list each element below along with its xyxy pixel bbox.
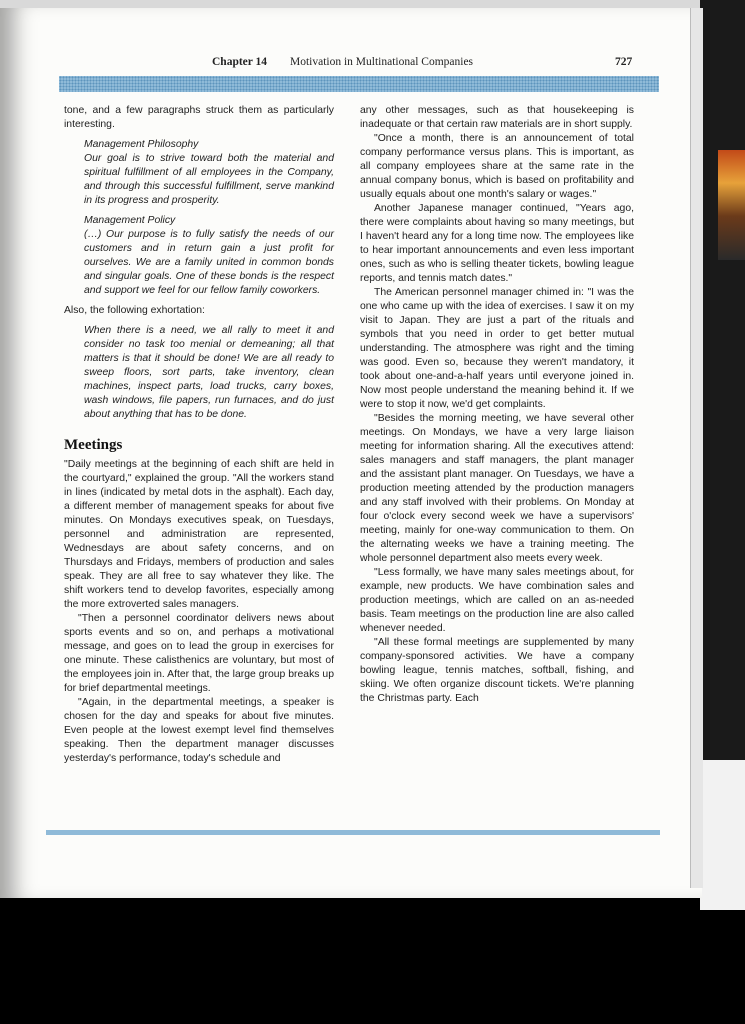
right-paragraph-1: any other messages, such as that housekeeping is inadequate or that certain raw materials are in short supply. — [360, 105, 634, 130]
running-header — [60, 56, 640, 72]
adjacent-page-edge — [700, 760, 745, 910]
chapter-label: Chapter 14 — [212, 56, 268, 68]
policy-text: (…) Our purpose is to fully satisfy the needs of our customers and in return gain a just profit for ourselves. We are a family united in common bonds and singular goals. One of these bonds is the respect and support we feel for our fellow family coworkers. — [84, 229, 334, 296]
meetings-paragraph-1: "Daily meetings at the beginning of each shift are held in the courtyard," explained the group. "All the workers stand in lines (indicated by metal dots in the asphalt). Each day, a different member of management speaks for about five minutes. On Mondays executives speak, on Tuesdays, personnel and administration are represented, Wednesdays are about safety concerns, and on Thursdays and Fridays, members of production and sales speak. They are all free to say whatever they like. The shift workers tend to develop favorites, especially among the more extroverted sales managers. — [64, 459, 334, 610]
adjacent-page-photo — [718, 150, 745, 260]
philosophy-text: Our goal is to strive toward both the material and spiritual fulfillment of all employees in the Company, and through this successful fulfillment, serve mankind in its progress and prosperity. — [84, 153, 334, 206]
philosophy-heading: Management Philosophy — [84, 139, 199, 150]
philosophy-block — [84, 138, 334, 208]
footer-rule — [46, 830, 660, 835]
meetings-paragraph-2: "Then a personnel coordinator delivers news about sports events and so on, and perhaps a motivational message, and goes on to lead the group in exercises for one minute. These calisthenics are voluntary, but most of the employees join in. After that, the large group breaks up for brief departmental meetings. — [64, 613, 334, 694]
right-column — [360, 104, 634, 706]
page-number: 727 — [615, 56, 633, 68]
header-rule — [59, 76, 659, 92]
right-paragraph-5: "Besides the morning meeting, we have several other meetings. On Mondays, we have a very large liaison meeting for information sharing. All the executives attend: sales managers and staff managers, the plant manager and the assistant plant manager. On Tuesdays, we have a production meeting attended by the production managers and any staff involved with their problems. On Monday at four o'clock every second week we have a supervisors' meeting, mainly for one-way communication to them. On the alternating weeks we have a training meeting. The whole personnel department also meets every week. — [360, 413, 634, 564]
policy-heading: Management Policy — [84, 215, 176, 226]
intro-paragraph: tone, and a few paragraphs struck them as particularly interesting. — [64, 105, 334, 130]
right-paragraph-2: "Once a month, there is an announcement of total company performance versus plans. This is important, as all company employees share at the same rate in the annual company bonus, which is based on profitability and usually equals about one month's salary or wages." — [360, 133, 634, 200]
exhortation-text: When there is a need, we all rally to meet it and consider no task too menial or demeaning; all that matters is that it should be done! We are all ready to sweep floors, sort parts, take inventory, clean machines, inspect parts, load trucks, carry boxes, wash windows, file papers, run furnaces, and do just about anything that has to be done. — [84, 325, 334, 420]
left-column — [64, 104, 334, 766]
right-paragraph-6: "Less formally, we have many sales meetings about, for example, new products. We have combination sales and production meetings, which are called on an as-needed basis. Team meetings on the production line are also called whenever needed. — [360, 567, 634, 634]
right-paragraph-7: "All these formal meetings are supplemented by many company-sponsored activities. We have a company bowling league, tennis matches, softball, fishing, and skiing. We often organize discount tickets. We're planning the Christmas party. Each — [360, 637, 634, 704]
meetings-paragraph-3: "Again, in the departmental meetings, a speaker is chosen for the day and speaks for about five minutes. Even people at the lowest exempt level find themselves speaking. Then the department manager discusses yesterday's performance, today's schedule and — [64, 697, 334, 764]
chapter-title: Motivation in Multinational Companies — [290, 56, 474, 68]
exhortation-intro: Also, the following exhortation: — [64, 305, 205, 316]
meetings-heading: Meetings — [64, 437, 123, 453]
policy-block — [84, 214, 334, 298]
right-paragraph-3: Another Japanese manager continued, "Years ago, there were complaints about having so many meetings, but I haven't heard any for a long time now. The employees like to hear important announcements and even less important ones, such as who is selling theater tickets, bowling league reports, and tennis match dates." — [360, 203, 634, 284]
right-paragraph-4: The American personnel manager chimed in: "I was the one who came up with the idea of exercises. I saw it on my visit to Japan. They are just a part of the rituals and symbols that you need in order to get better mutual understanding. The atmosphere was right and the timing was good. Even so, because they weren't mandatory, it took about one-and-a-half years until everyone joined in. Now most people understand the meaning behind it. If we were to stop it now, we'd get complaints. — [360, 287, 634, 410]
page-stack-edge — [690, 8, 703, 888]
